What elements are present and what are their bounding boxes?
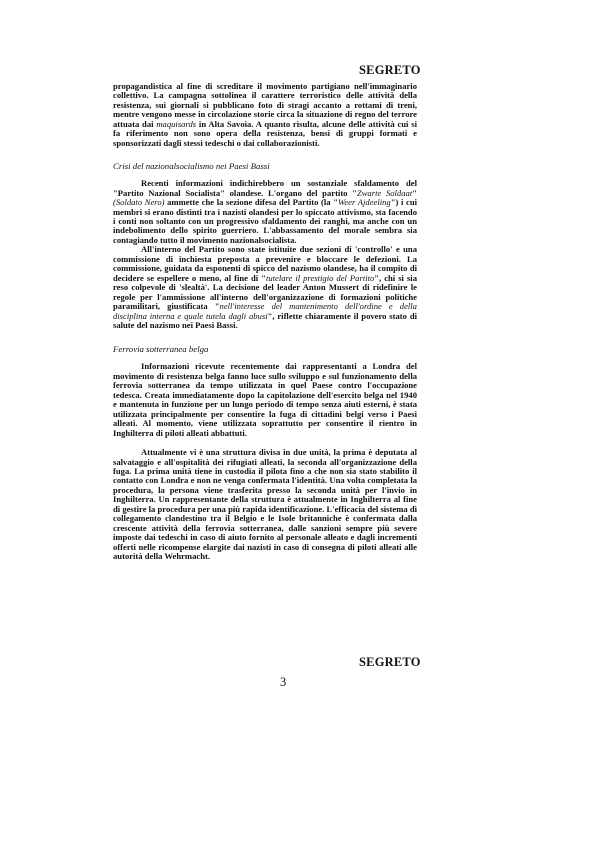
italic-text-run: Zwarte Soldaat bbox=[356, 187, 413, 198]
text-run: in Alta Savoia. A quanto risulta, alcune delle attività cui si fa riferimento non sono opera della resistenza, bensì di gruppi formati e sponsorizzati dagli stessi tedeschi o dai collaborazionisti. bbox=[113, 118, 417, 148]
italic-text-run: tutelare il prestigio del Partito bbox=[265, 272, 375, 283]
netherlands-paragraph-2 bbox=[113, 245, 417, 330]
belgium-paragraph-1 bbox=[113, 362, 417, 438]
classification-marking-bottom: SEGRETO bbox=[359, 655, 421, 669]
italic-text-run: nell'interesse del mantenimento dell'ordine e della disciplina interna e quale tutela dagli abusi bbox=[113, 301, 417, 321]
spacer bbox=[113, 148, 417, 161]
text-run: ") i cui membri si erano distinti tra i nazisti olandesi per lo spiccato attivismo, sta facendo i conti non soltanto con un progressivo sfaldamento dei ranghi, ma anche con un indebolimento dello spirito guerriero. L'abbassamento del morale sembra sia contagiando tutto il movimento nazionalsocialista. bbox=[113, 197, 417, 245]
text-run: ", chi si sia reso colpevole di 'slealtà'. La decisione del leader Anton Mussert di ridefinire le regole per l'ammissione all'interno dell'organizzazione di formazioni politiche paramilitari, giustificata " bbox=[113, 272, 417, 312]
netherlands-paragraph-1 bbox=[113, 179, 417, 245]
text-run: propagandistica al fine di screditare il movimento partigiano nell'immaginario collettivo. La campagna sottolinea il carattere terroristico delle attività della resistenza, sui giornali si pubblicano foto di stragi accanto a rottami di treni, mentre vengono messe in circolazione storie circa la situazione di regno del terrore attuata dai bbox=[113, 81, 417, 129]
intro-paragraph bbox=[113, 82, 417, 148]
text-run: Attualmente vi è una struttura divisa in due unità, la prima è deputata al salvataggio e all'ospitalità dei rifugiati alleati, la seconda all'organizzazione della fuga. La prima unità tiene in custodia il pilota fino a che non sia stato stabilito il contatto con Londra e non ne venga confermata l'identità. Una volta completata la procedura, la persona viene trasferita presso la seconda unità per l'invio in Inghilterra. Un rappresentante della struttura è attualmente in Inghilterra al fine di gestire la procedura per una più rapida identificazione. L'efficacia del sistema di collegamento clandestino tra il Belgio e le Isole britanniche è confermata dalla crescente attività della ferrovia sotterranea, dalle sanzioni sempre più severe imposte dai tedeschi in caso di aiuto fornito al personale alleato e dagli incrementi offerti nelle ricompense elargite dai nazisti in caso di consegna di piloti alleati alle autorità della Wehrmacht. bbox=[113, 447, 417, 562]
spacer bbox=[113, 330, 417, 344]
text-run: ", riflette chiaramente il povero stato di salute del nazismo nei Paesi Bassi. bbox=[113, 310, 417, 330]
text-run: Recenti informazioni indichirebbero un sostanziale sfaldamento del "Partito Nazional Socialista" olandese. L'organo del partito " bbox=[113, 178, 417, 198]
classification-marking-top: SEGRETO bbox=[359, 63, 421, 77]
text-run: ammette che la sezione difesa del Partito (la " bbox=[164, 197, 338, 208]
text-run: All'interno del Partito sono state istituite due sezioni di 'controllo' e una commissione di inchiesta preposta a prevenire e bloccare le defezioni. La commissione, guidata da esponenti di spicco del nazismo olandese, ha il compito di decidere se espellere o meno, al fine di " bbox=[113, 244, 417, 283]
document-body bbox=[113, 82, 417, 561]
text-run: Informazioni ricevute recentemente dai rappresentanti a Londra del movimento di resistenza belga fanno luce sullo sviluppo e sul funzionamento della ferrovia sotterranea da tempo utilizzata in quel Paese contro l'occupazione tedesca. Creata immediatamente dopo la capitolazione dell'esercito belga nel 1940 e mantenuta in funzione per un lungo periodo di tempo senza aiuti esterni, è stata utilizzata principalmente per consentire la fuga di cittadini belgi verso i Paesi alleati. Al momento, viene utilizzata soprattutto per consentire il rientro in Inghilterra di piloti alleati abbattuti. bbox=[113, 361, 417, 438]
section-title-netherlands: Crisi del nazionalsocialismo nei Paesi Bassi bbox=[113, 161, 270, 172]
italic-text-run: Weer Ajdeeling bbox=[337, 197, 391, 208]
page-number: 3 bbox=[280, 675, 287, 689]
section-title-belgium: Ferrovia sotterranea belga bbox=[113, 344, 209, 355]
belgium-paragraph-2 bbox=[113, 448, 417, 561]
italic-text-run: maquisards bbox=[156, 118, 197, 129]
text-run: " bbox=[412, 187, 417, 198]
italic-text-run: (Soldato Nero) bbox=[113, 197, 165, 208]
